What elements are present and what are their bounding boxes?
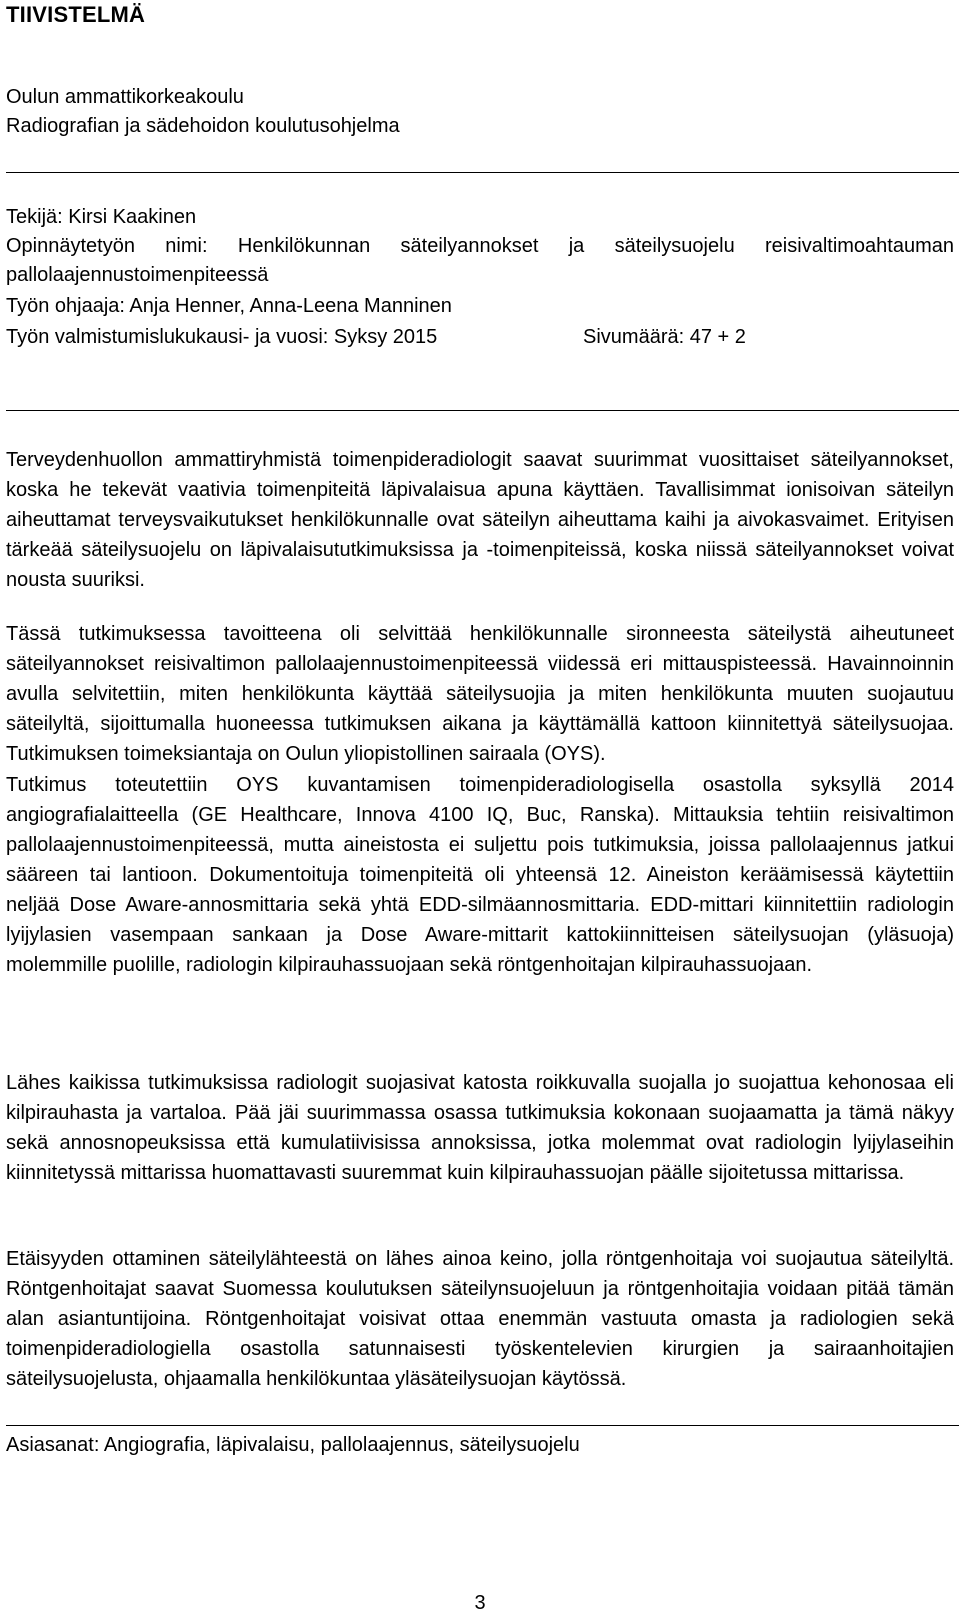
page-number: 3: [474, 1592, 486, 1614]
divider-bottom: [6, 1425, 959, 1426]
divider-middle: [6, 410, 959, 411]
abstract-paragraph-5: Etäisyyden ottaminen säteilylähteestä on lähes ainoa keino, jolla röntgenhoitaja voi suojautua säteilyltä. Röntgenhoitajat saavat Suomessa koulutuksen säteilynsuojeluun ja röntgenhoitajia voidaan pitää tämän alan asiantuntijoina. Röntgenhoitajat voisivat ottaa enemmän vastuuta omasta ja radiologien sekä toimenpideradiologiella osastolla satunnaisesti työskentelevien kirurgien ja sairaanhoitajien säteilysuojelusta, ohjaamalla henkilökuntaa yläsäteilysuojan käytössä.: [6, 1248, 954, 1390]
abstract-paragraph-1: Terveydenhuollon ammattiryhmistä toimenpideradiologit saavat suurimmat vuosittaiset säteilyannokset, koska he tekevät vaativia toimenpiteitä läpivalaisua apuna käyttäen. Tavallisimmat ionisoivan säteilyn aiheuttamat terveysvaikutukset henkilökunnalle ovat säteilyn aiheuttama kaihi ja aivokasvaimet. Erityisen tärkeää säteilysuojelu on läpivalaisututkimuksissa ja -toimenpiteissä, koska niissä säteilyannokset voivat nousta suuriksi.: [6, 449, 954, 591]
thesis-title-line2: pallolaajennustoimenpiteessä: [6, 264, 269, 286]
abstract-paragraph-2: Tässä tutkimuksessa tavoitteena oli selvittää henkilökunnalle sironneesta säteilystä aiheutuneet säteilyannokset reisivaltimon pallolaajennustoimenpiteessä viidessä eri mittauspisteessä. Havainnoinnin avulla selvitettiin, miten henkilökunta käyttää säteilysuojia ja miten henkilökunta muuten suojautuu säteilyltä, sijoittumalla huoneessa tutkimuksen aikana ja käyttämällä kattoon kiinnitettyä säteilysuojaa. Tutkimuksen toimeksiantaja on Oulun yliopistollinen sairaala (OYS).: [6, 623, 954, 765]
supervisors-line: Työn ohjaaja: Anja Henner, Anna-Leena Manninen: [6, 295, 452, 317]
page-heading: TIIVISTELMÄ: [6, 2, 146, 27]
abstract-paragraph-4: Lähes kaikissa tutkimuksissa radiologit suojasivat katosta roikkuvalla suojalla jo suojattua kehonosaa eli kilpirauhasta ja vartaloa. Pää jäi suurimmassa osassa tutkimuksia kokonaan suojaamatta ja tämä näkyy sekä annosnopeuksissa että kumulatiivisissa annoksissa, jotka molemmat ovat radiologin lyijylaseihin kiinnitetyssä mittarissa huomattavasti suuremmat kuin kilpirauhassuojan päälle sijoitetussa mittarissa.: [6, 1072, 954, 1184]
divider-top: [6, 172, 959, 173]
completion-line: Työn valmistumislukukausi- ja vuosi: Syksy 2015: [6, 326, 438, 348]
school-name: Oulun ammattikorkeakoulu: [6, 86, 244, 108]
abstract-paragraph-3: Tutkimus toteutettiin OYS kuvantamisen toimenpideradiologisella osastolla syksyllä 2014 angiografialaitteella (GE Healthcare, Innova 4100 IQ, Buc, Ranska). Mittauksia tehtiin reisivaltimon pallolaajennustoimenpiteessä, mutta aineistosta ei suljettu pois tutkimuksia, joissa pallolaajennus jatkui sääreen tai lantioon. Dokumentoituja toimenpiteitä oli yhteensä 12. Aineiston keräämisessä käytettiin neljää Dose Aware-annosmittaria sekä yhtä EDD-silmäannosmittaria. EDD-mittari kiinnitettiin radiologin lyijylasien vasempaan sankaan ja Dose Aware-mittarit kattokiinnitteisen säteilysuojan (yläsuoja) molemmille puolille, radiologin kilpirauhassuojaan sekä röntgenhoitajan kilpirauhassuojaan.: [6, 774, 954, 976]
program-name: Radiografian ja sädehoidon koulutusohjelma: [6, 115, 400, 137]
page-count: Sivumäärä: 47 + 2: [583, 326, 746, 348]
thesis-title-line1: Opinnäytetyön nimi: Henkilökunnan säteilyannokset ja säteilysuojelu reisivaltimoahtauman: [6, 235, 954, 257]
author-line: Tekijä: Kirsi Kaakinen: [6, 206, 197, 228]
keywords-line: Asiasanat: Angiografia, läpivalaisu, pallolaajennus, säteilysuojelu: [6, 1434, 580, 1456]
